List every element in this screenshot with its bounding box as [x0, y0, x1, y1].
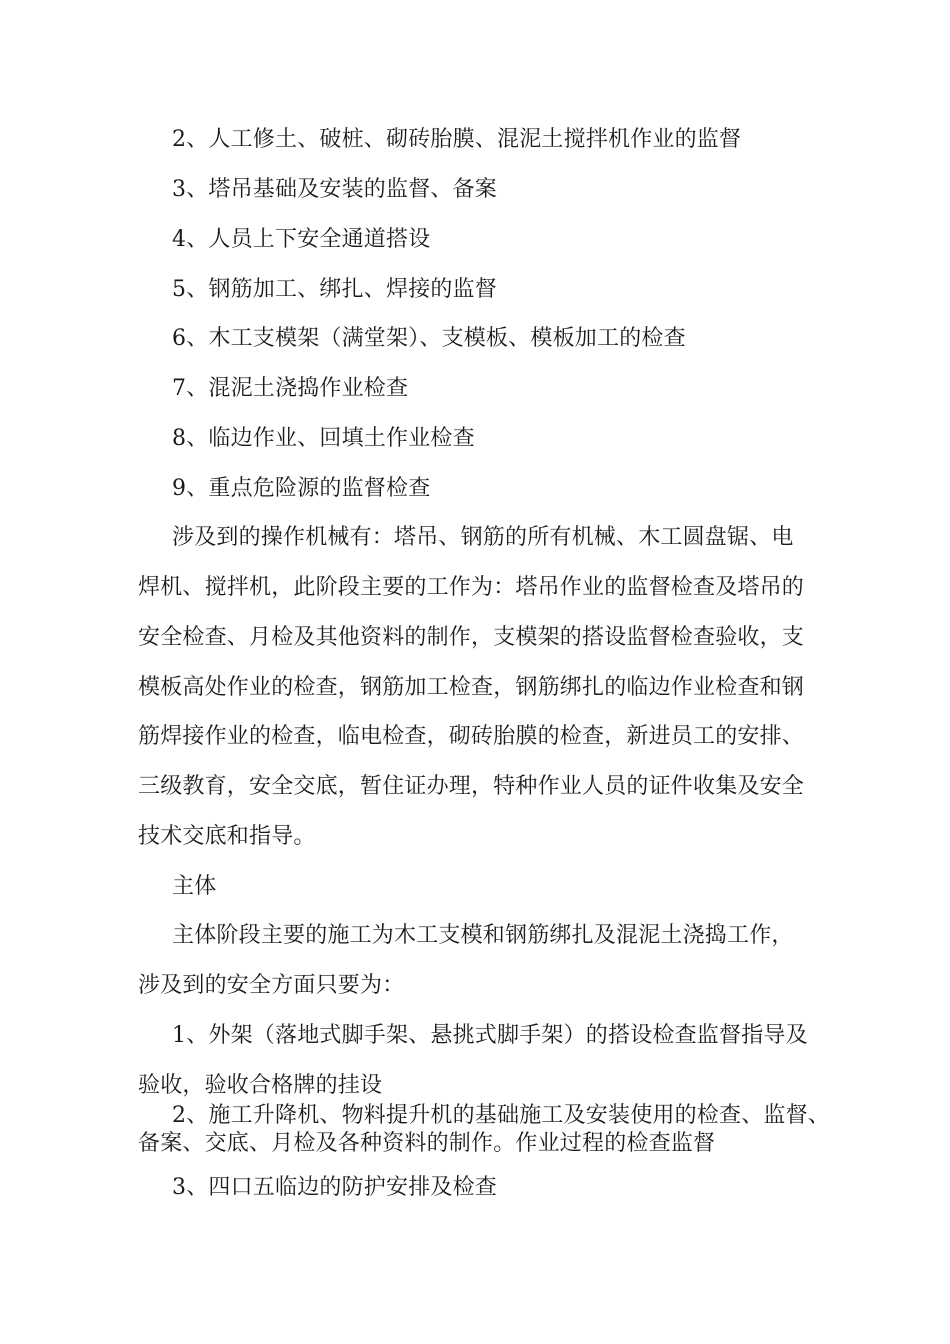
paragraph-line: 技术交底和指导。 — [138, 824, 316, 849]
paragraph-line: 涉及到的安全方面只要为： — [138, 973, 405, 998]
paragraph-line: 三级教育，安全交底，暂住证办理，特种作业人员的证件收集及安全 — [138, 774, 805, 799]
list-item: 6、木工支模架（满堂架）、支模板、模板加工的检查 — [172, 326, 686, 351]
list-item: 2、人工修土、破桩、砌砖胎膜、混泥土搅拌机作业的监督 — [172, 127, 742, 152]
paragraph-line: 模板高处作业的检查，钢筋加工检查，钢筋绑扎的临边作业检查和钢 — [138, 675, 805, 700]
list-item: 9、重点危险源的监督检查 — [172, 476, 431, 501]
section-heading: 主体 — [172, 874, 217, 899]
paragraph-line: 筋焊接作业的检查，临电检查，砌砖胎膜的检查，新进员工的安排、 — [138, 724, 805, 749]
list-item-continuation: 验收，验收合格牌的挂设 — [138, 1073, 383, 1098]
list-item: 4、人员上下安全通道搭设 — [172, 227, 431, 252]
list-item: 1、外架（落地式脚手架、悬挑式脚手架）的搭设检查监督指导及 — [172, 1023, 808, 1048]
paragraph-line: 焊机、搅拌机，此阶段主要的工作为：塔吊作业的监督检查及塔吊的 — [138, 575, 805, 600]
list-item: 5、钢筋加工、绑扎、焊接的监督 — [172, 277, 497, 302]
list-item: 8、临边作业、回填土作业检查 — [172, 426, 475, 451]
paragraph-line: 主体阶段主要的施工为木工支模和钢筋绑扎及混泥土浇捣工作， — [172, 923, 794, 948]
list-item-continuation: 备案、交底、月检及各种资料的制作。作业过程的检查监督 — [138, 1131, 716, 1156]
list-item: 7、混泥土浇捣作业检查 — [172, 376, 409, 401]
list-item: 3、四口五临边的防护安排及检查 — [172, 1175, 497, 1200]
list-item: 3、塔吊基础及安装的监督、备案 — [172, 177, 497, 202]
paragraph-line: 涉及到的操作机械有：塔吊、钢筋的所有机械、木工圆盘锯、电 — [172, 525, 794, 550]
list-item: 2、施工升降机、物料提升机的基础施工及安装使用的检查、监督、 — [172, 1103, 830, 1128]
paragraph-line: 安全检查、月检及其他资料的制作，支模架的搭设监督检查验收，支 — [138, 625, 805, 650]
